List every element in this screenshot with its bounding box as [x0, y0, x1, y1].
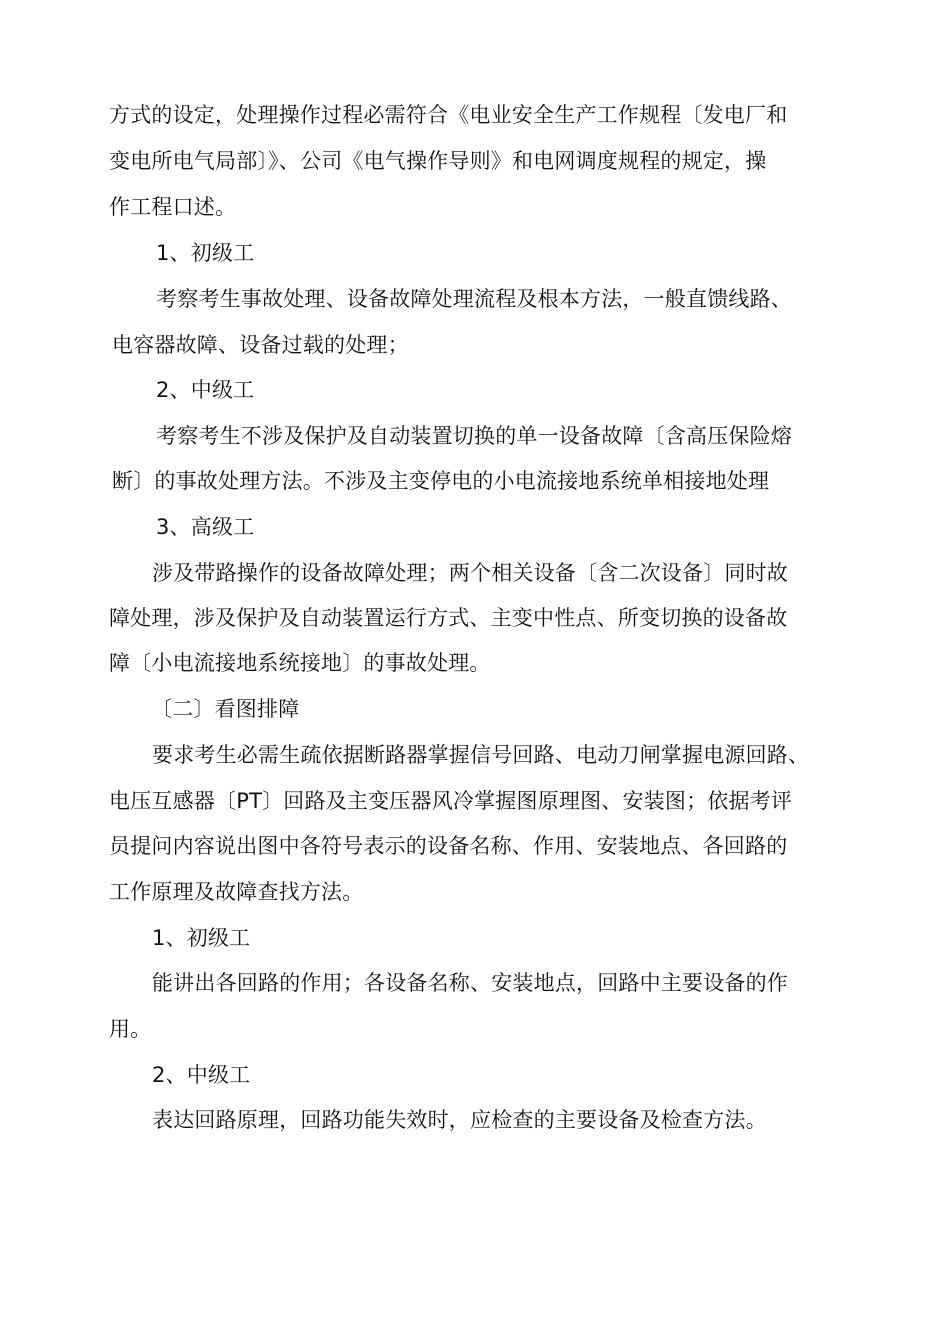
text-line-6: 电容器故障、设备过载的处理； [112, 333, 409, 357]
text-line-18: 工作原理及故障查找方法。 [109, 880, 364, 904]
text-line-23: 表达回路原理，回路功能失效时，应检查的主要设备及检查方法。 [152, 1108, 767, 1132]
text-line-17: 员提问内容说出图中各符号表示的设备名称、作用、安装地点、各回路的 [109, 834, 788, 858]
text-line-16: 电压互感器〔PT〕回路及主变压器风冷掌握图原理图、安装图；依据考评 [109, 789, 793, 813]
text-line-8: 考察考生不涉及保护及自动装置切换的单一设备故障〔含高压保险熔 [156, 424, 792, 448]
text-line-3: 作工程口述。 [109, 195, 237, 219]
text-line-15: 要求考生必需生疏依据断路器掌握信号回路、电动刀闸掌握电源回路、 [152, 743, 810, 767]
text-line-11: 涉及带路操作的设备故障处理；两个相关设备〔含二次设备〕同时故 [152, 561, 788, 585]
section-heading-junior-1: 1、初级工 [156, 241, 255, 265]
section-heading-intermediate-2: 2、中级工 [152, 1063, 251, 1087]
section-heading-junior-2: 1、初级工 [152, 926, 251, 950]
section-heading-intermediate-1: 2、中级工 [156, 378, 255, 402]
text-line-2: 变电所电气局部〕》、公司《电气操作导则》和电网调度规程的规定，操 [109, 149, 767, 173]
text-line-9: 断〕的事故处理方法。不涉及主变停电的小电流接地系统单相接地处理 [112, 469, 770, 493]
text-line-1: 方式的设定，处理操作过程必需符合《电业安全生产工作规程〔发电厂和 [109, 103, 788, 127]
text-line-5: 考察考生事故处理、设备故障处理流程及根本方法，一般直馈线路、 [156, 287, 792, 311]
section-heading-diagram-troubleshooting: 〔二〕看图排障 [151, 697, 300, 721]
text-line-13: 障〔小电流接地系统接地〕的事故处理。 [109, 651, 491, 675]
text-line-21: 用。 [109, 1017, 152, 1041]
section-heading-senior: 3、高级工 [156, 515, 255, 539]
text-line-12: 障处理，涉及保护及自动装置运行方式、主变中性点、所变切换的设备故 [109, 606, 788, 630]
text-line-20: 能讲出各回路的作用；各设备名称、安装地点，回路中主要设备的作 [152, 971, 788, 995]
